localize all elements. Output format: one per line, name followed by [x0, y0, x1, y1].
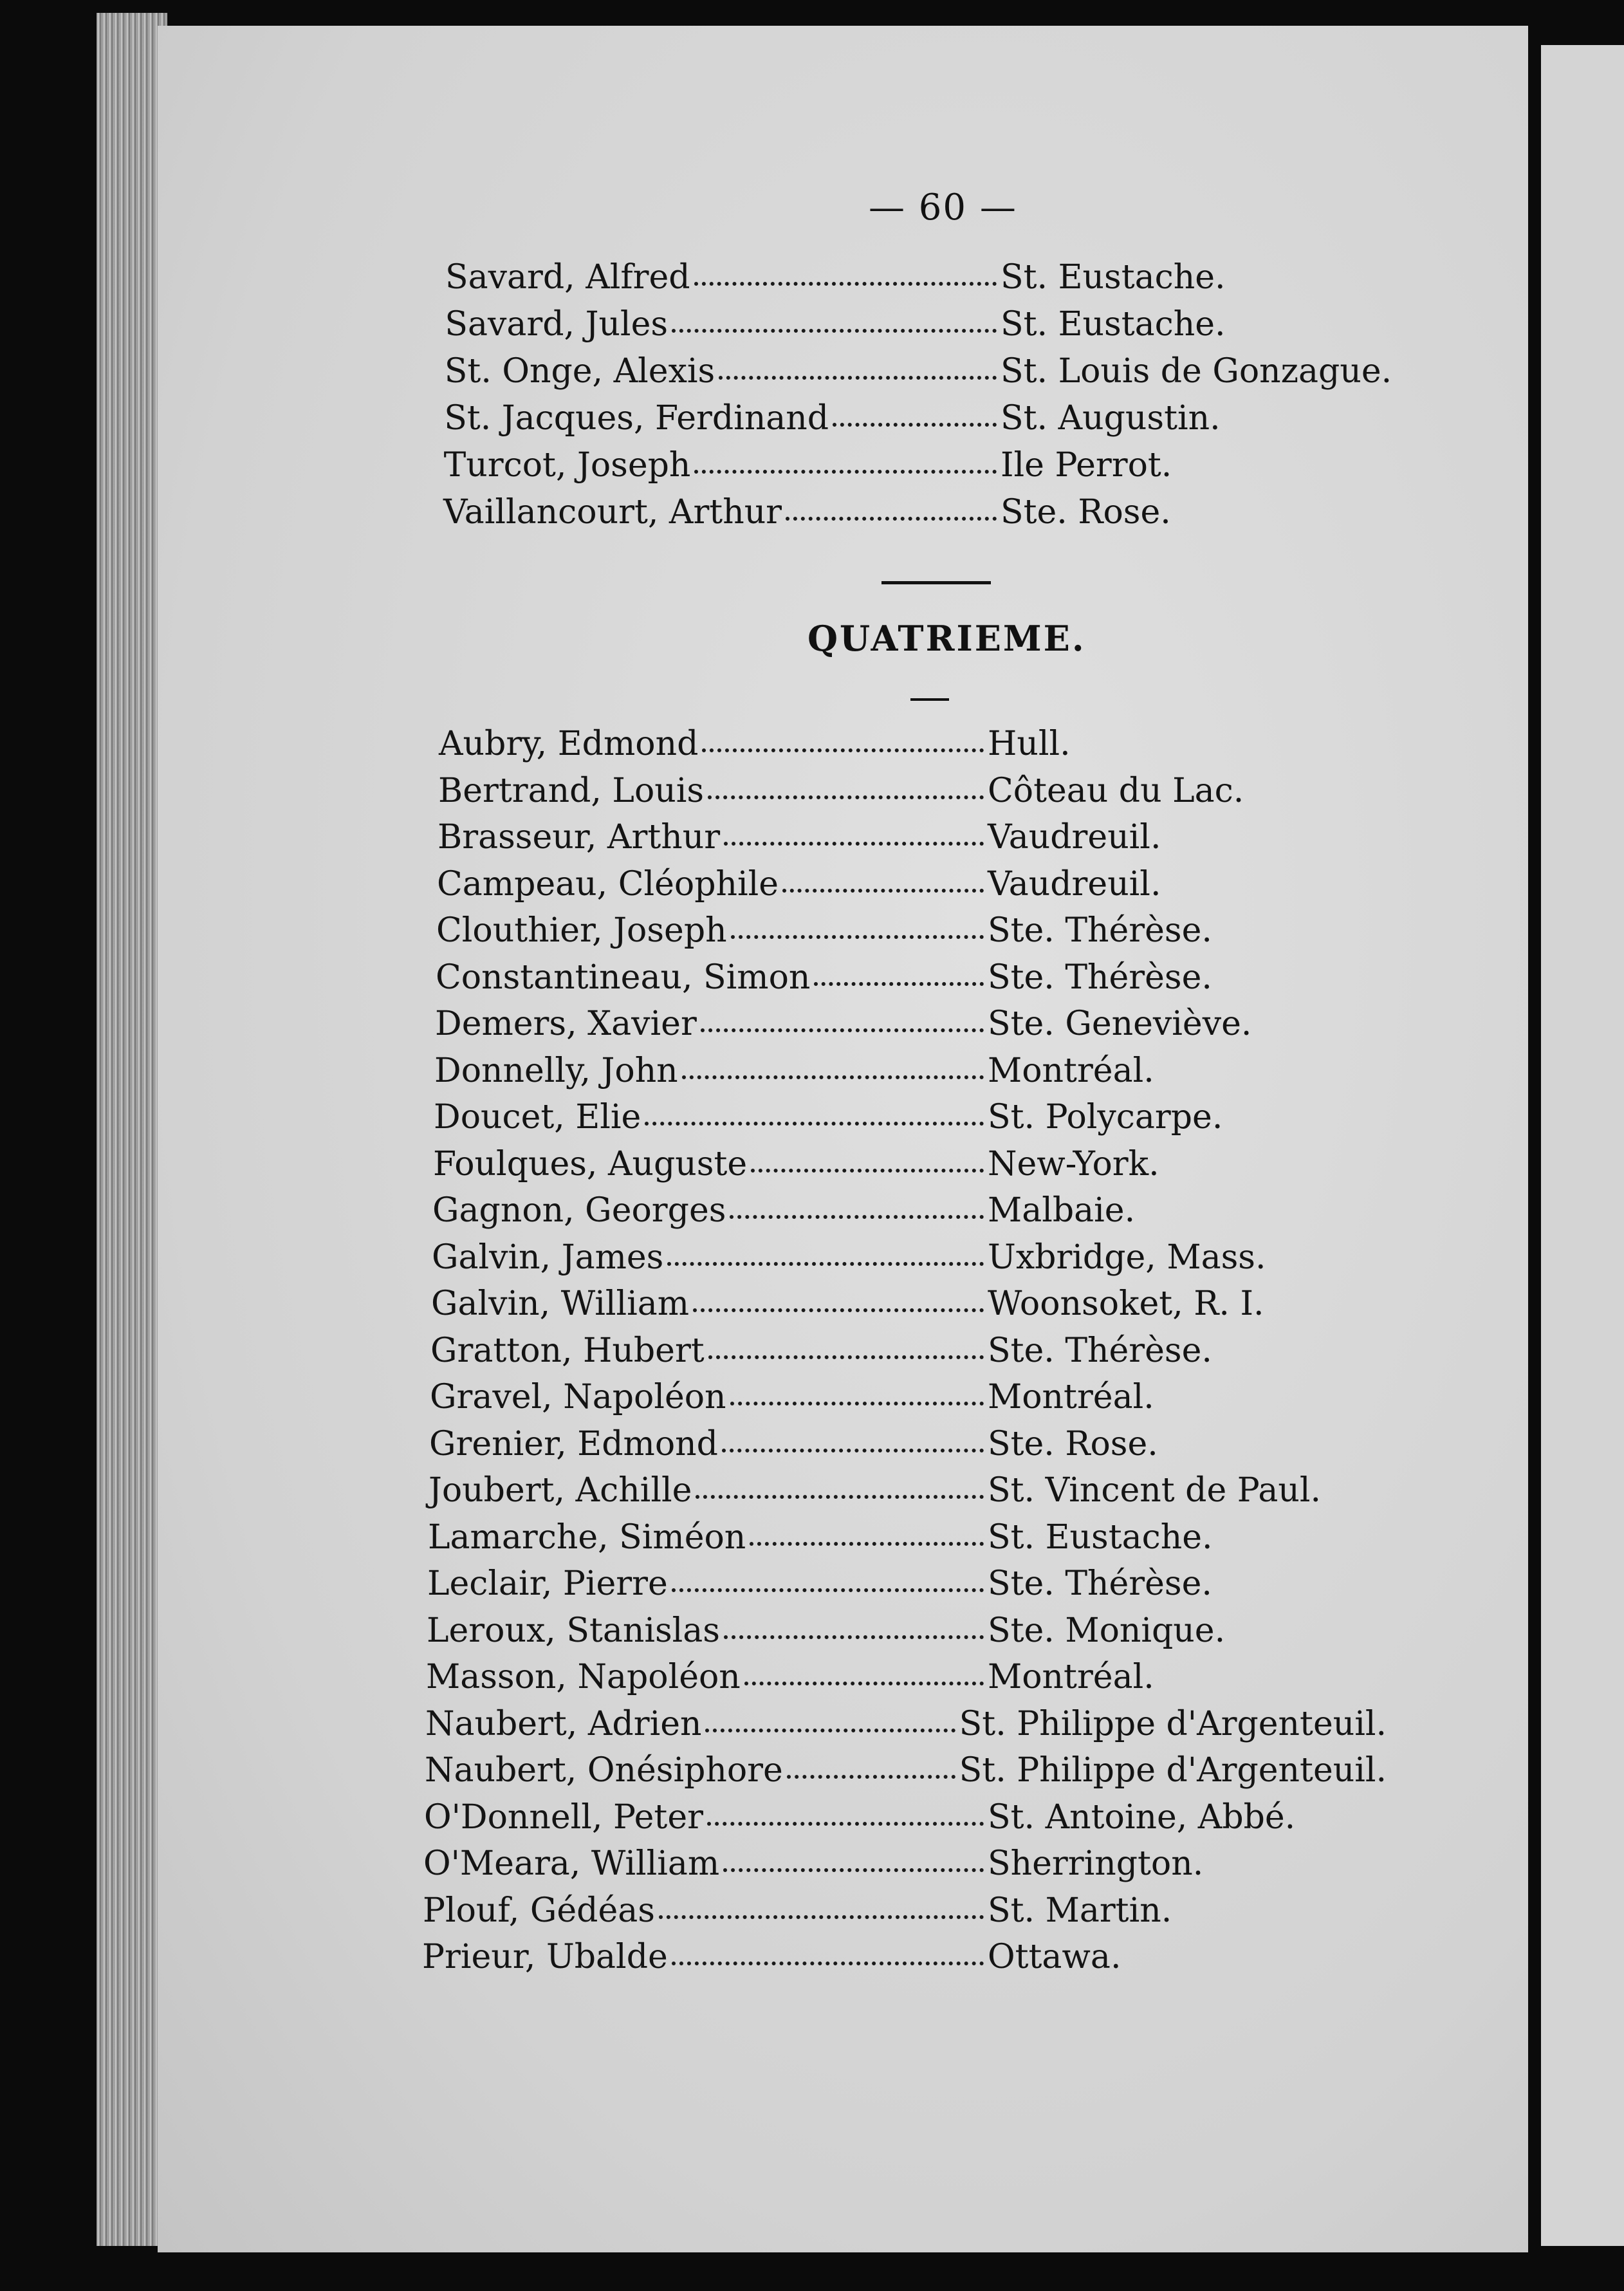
list-item	[443, 493, 1399, 532]
section-divider-rule	[881, 581, 991, 584]
entry-name: Donnelly, John	[434, 1051, 678, 1090]
leader-dots	[730, 1402, 984, 1405]
entry-name: Gagnon, Georges	[432, 1191, 726, 1230]
entry-place: Montréal.	[988, 1378, 1154, 1416]
list-item	[423, 1844, 1387, 1883]
entry-place: Ste. Thérèse.	[988, 1564, 1212, 1603]
entry-name: Savard, Jules	[445, 305, 669, 344]
list-item	[436, 958, 1387, 997]
list-item	[426, 1660, 1387, 1694]
entry-place: St. Vincent de Paul.	[988, 1471, 1322, 1510]
entry-name: Vaillancourt, Arthur	[443, 493, 782, 532]
page-number: — 60 —	[869, 187, 1017, 228]
leader-dots	[659, 1915, 984, 1919]
entry-place: St. Philippe d'Argenteuil.	[959, 1751, 1387, 1790]
leader-dots	[645, 1122, 984, 1126]
entry-place: Montréal.	[988, 1658, 1154, 1696]
leader-dots	[705, 1729, 955, 1732]
entry-name: O'Donnell, Peter	[424, 1797, 703, 1837]
entry-name: Clouthier, Joseph	[436, 911, 727, 950]
entry-place: Vaudreuil.	[988, 864, 1161, 904]
entry-place: St. Louis de Gonzague.	[1000, 352, 1392, 391]
leader-dots	[814, 982, 984, 986]
list-item	[434, 1051, 1387, 1090]
entry-place: Ste. Thérèse.	[988, 911, 1212, 950]
entry-name: Plouf, Gédéas	[423, 1891, 655, 1930]
list-item	[423, 1891, 1387, 1930]
entry-name: Grenier, Edmond	[429, 1424, 718, 1463]
entry-name: Campeau, Cléophile	[437, 864, 779, 904]
leader-dots	[672, 1588, 984, 1592]
leader-dots	[672, 1962, 984, 1965]
leader-dots	[708, 795, 984, 799]
entry-name: Lamarche, Siméon	[428, 1517, 746, 1557]
leader-dots	[701, 1028, 984, 1032]
list-item	[432, 1191, 1387, 1230]
list-item	[431, 1287, 1387, 1321]
list-item	[434, 1100, 1387, 1134]
section-title: QUATRIEME.	[807, 618, 1086, 659]
leader-dots	[702, 748, 984, 752]
entry-name: Constantineau, Simon	[436, 958, 811, 997]
entry-name: Brasseur, Arthur	[438, 818, 721, 857]
leader-dots	[696, 1495, 984, 1499]
entry-name: Naubert, Onésiphore	[425, 1751, 783, 1790]
entry-place: Ile Perrot.	[1000, 446, 1172, 485]
list-item	[433, 1144, 1387, 1183]
entry-place: St. Antoine, Abbé.	[988, 1797, 1296, 1837]
leader-dots	[787, 1775, 955, 1779]
leader-dots	[730, 1215, 984, 1219]
entry-place: Ottawa.	[988, 1938, 1121, 1976]
list-item	[444, 399, 1399, 438]
list-item	[437, 864, 1387, 904]
leader-dots	[693, 1308, 984, 1312]
list-item	[439, 727, 1387, 761]
entry-name: St. Onge, Alexis	[444, 352, 715, 391]
entry-place: Woonsoket, R. I.	[988, 1285, 1264, 1323]
leader-dots	[672, 329, 997, 333]
list-item	[445, 258, 1399, 297]
entry-name: Doucet, Elie	[434, 1098, 641, 1136]
entry-name: Prieur, Ubalde	[422, 1938, 668, 1976]
list-item	[432, 1238, 1387, 1277]
list-item	[427, 1611, 1387, 1650]
entry-name: Bertrand, Louis	[438, 771, 705, 810]
leader-dots	[724, 842, 984, 846]
entry-place: Ste. Rose.	[1001, 493, 1171, 532]
entry-place: Côteau du Lac.	[988, 771, 1244, 810]
entry-place: Ste. Monique.	[988, 1611, 1226, 1650]
entry-place: St. Eustache.	[1000, 305, 1226, 344]
leader-dots	[694, 470, 997, 474]
entry-place: St. Eustache.	[1001, 258, 1226, 297]
entry-place: St. Martin.	[988, 1891, 1172, 1930]
entry-place: Uxbridge, Mass.	[988, 1238, 1266, 1277]
entry-name: Masson, Napoléon	[426, 1658, 741, 1696]
list-item	[438, 818, 1387, 857]
list-item	[443, 446, 1399, 485]
leader-dots	[782, 889, 984, 893]
entry-place: St. Polycarpe.	[988, 1098, 1223, 1136]
list-item	[435, 1007, 1387, 1041]
entry-name: Savard, Alfred	[445, 258, 690, 297]
entry-name: Galvin, William	[431, 1285, 690, 1323]
entry-place: Malbaie.	[988, 1191, 1136, 1230]
leader-dots	[751, 1169, 984, 1173]
list-item	[424, 1797, 1387, 1837]
list-item	[436, 911, 1387, 950]
entry-place: Montréal.	[988, 1051, 1154, 1090]
entry-place: St. Augustin.	[1000, 399, 1221, 438]
entry-name: Leclair, Pierre	[427, 1564, 668, 1603]
entry-name: Gravel, Napoléon	[430, 1378, 726, 1416]
list-item	[427, 1564, 1387, 1603]
entry-place: St. Philippe d'Argenteuil.	[959, 1704, 1387, 1743]
leader-dots	[744, 1682, 984, 1685]
list-item	[428, 1517, 1387, 1557]
entry-name: Joubert, Achille	[429, 1471, 692, 1510]
list-item	[425, 1751, 1387, 1790]
leader-dots	[833, 423, 997, 427]
entry-place: New-York.	[988, 1144, 1159, 1183]
section-title-underline	[910, 698, 949, 701]
entry-place: Ste. Rose.	[988, 1424, 1158, 1463]
leader-dots	[786, 517, 997, 521]
entry-place: Ste. Thérèse.	[988, 1331, 1212, 1370]
list-item	[430, 1380, 1387, 1414]
list-item	[429, 1471, 1387, 1510]
entry-name: Aubry, Edmond	[439, 725, 699, 763]
entry-place: Vaudreuil.	[988, 818, 1161, 857]
entry-name: Demers, Xavier	[435, 1005, 697, 1043]
entry-place: St. Eustache.	[988, 1517, 1213, 1557]
list-item	[445, 305, 1399, 344]
leader-dots	[724, 1635, 984, 1639]
list-item	[430, 1331, 1387, 1370]
list-item	[438, 771, 1387, 810]
entry-place: Ste. Thérèse.	[988, 958, 1212, 997]
leader-dots	[731, 935, 984, 939]
list-item	[429, 1424, 1387, 1463]
entry-name: Leroux, Stanislas	[427, 1611, 720, 1650]
leader-dots	[708, 1355, 984, 1359]
entry-place: Hull.	[988, 725, 1071, 763]
entry-place: Sherrington.	[988, 1844, 1204, 1883]
entry-name: O'Meara, William	[423, 1844, 720, 1883]
leader-dots	[682, 1075, 984, 1079]
leader-dots	[707, 1822, 984, 1826]
entry-name: Gratton, Hubert	[430, 1331, 705, 1370]
entry-place: Ste. Geneviève.	[988, 1005, 1252, 1043]
leader-dots	[723, 1868, 984, 1872]
list-item	[444, 352, 1399, 391]
leader-dots	[694, 282, 997, 286]
entry-name: Turcot, Joseph	[443, 446, 691, 485]
leader-dots	[667, 1262, 984, 1266]
entry-name: Galvin, James	[432, 1238, 664, 1277]
entry-name: Naubert, Adrien	[425, 1704, 702, 1743]
list-item	[425, 1704, 1387, 1743]
list-item	[422, 1940, 1387, 1974]
leader-dots	[719, 376, 997, 380]
entry-name: Foulques, Auguste	[433, 1144, 748, 1183]
entry-name: St. Jacques, Ferdinand	[444, 399, 829, 438]
leader-dots	[750, 1542, 984, 1546]
leader-dots	[722, 1449, 984, 1452]
